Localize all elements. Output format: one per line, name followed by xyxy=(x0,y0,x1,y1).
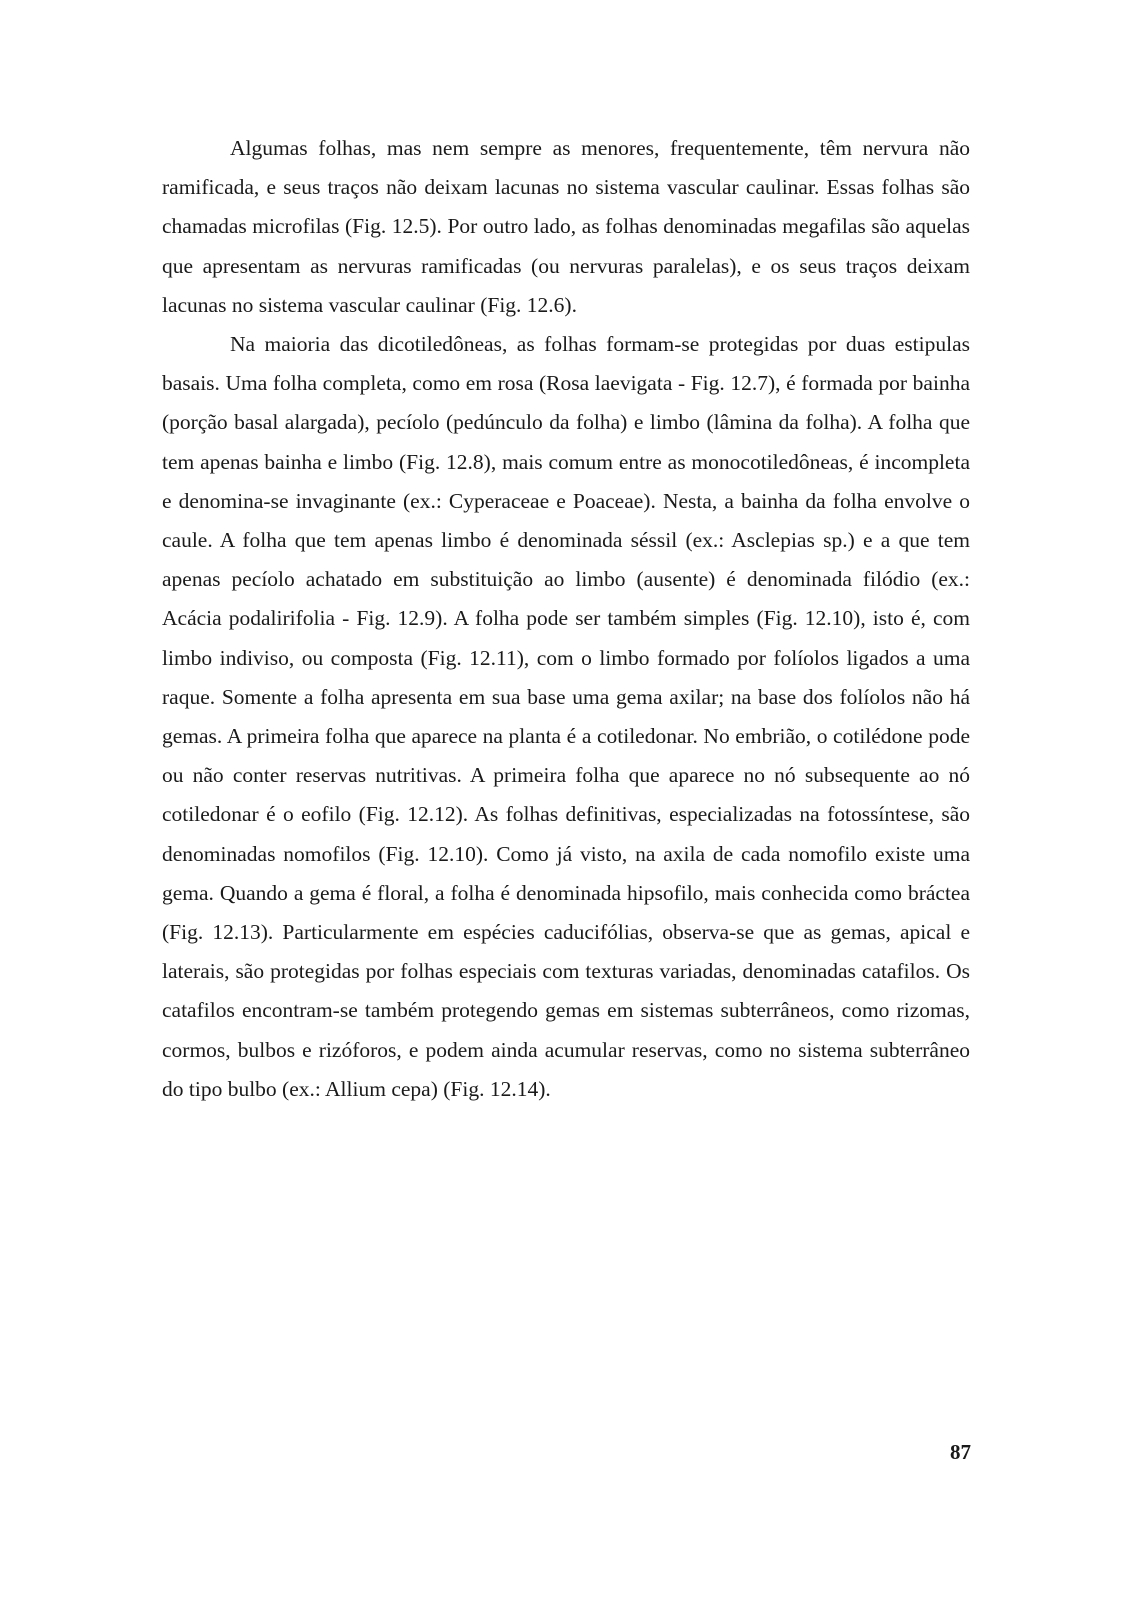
body-text xyxy=(162,129,970,1109)
paragraph-microfilas: Algumas folhas, mas nem sempre as menores, frequentemente, têm nervura não ramificada, e seus traços não deixam lacunas no sistema vascular caulinar. Essas folhas são chamadas microfilas (Fig. 12.5). Por outro lado, as folhas denominadas megafilas são aquelas que apresentam as nervuras ramificadas (ou nervuras paralelas), e os seus traços deixam lacunas no sistema vascular caulinar (Fig. 12.6). xyxy=(162,136,970,317)
page-number: 87 xyxy=(950,1440,971,1464)
paragraph-dicotiledoneas: Na maioria das dicotiledôneas, as folhas formam-se protegidas por duas estipulas basais. Uma folha completa, como em rosa (Rosa laevigata - Fig. 12.7), é formada por bainha (porção basal alargada), pecíolo (pedúnculo da folha) e limbo (lâmina da folha). A folha que tem apenas bainha e limbo (Fig. 12.8), mais comum entre as monocotiledôneas, é incompleta e denomina-se invaginante (ex.: Cyperaceae e Poaceae). Nesta, a bainha da folha envolve o caule. A folha que tem apenas limbo é denominada séssil (ex.: Asclepias sp.) e a que tem apenas pecíolo achatado em substituição ao limbo (ausente) é denominada filódio (ex.: Acácia podalirifolia - Fig. 12.9). A folha pode ser também simples (Fig. 12.10), isto é, com limbo indiviso, ou composta (Fig. 12.11), com o limbo formado por folíolos ligados a uma raque. Somente a folha apresenta em sua base uma gema axilar; na base dos folíolos não há gemas. A primeira folha que aparece na planta é a cotiledonar. No embrião, o cotilédone pode ou não conter reservas nutritivas. A primeira folha que aparece no nó subsequente ao nó cotiledonar é o eofilo (Fig. 12.12). As folhas definitivas, especializadas na fotossíntese, são denominadas nomofilos (Fig. 12.10). Como já visto, na axila de cada nomofilo existe uma gema. Quando a gema é floral, a folha é denominada hipsofilo, mais conhecida como bráctea (Fig. 12.13). Particularmente em espécies caducifólias, observa-se que as gemas, apical e laterais, são protegidas por folhas especiais com texturas variadas, denominadas catafilos. Os catafilos encontram-se também protegendo gemas em sistemas subterrâneos, como rizomas, cormos, bulbos e rizóforos, e podem ainda acumular reservas, como no sistema subterrâneo do tipo bulbo (ex.: Allium cepa) (Fig. 12.14). xyxy=(162,332,970,1101)
